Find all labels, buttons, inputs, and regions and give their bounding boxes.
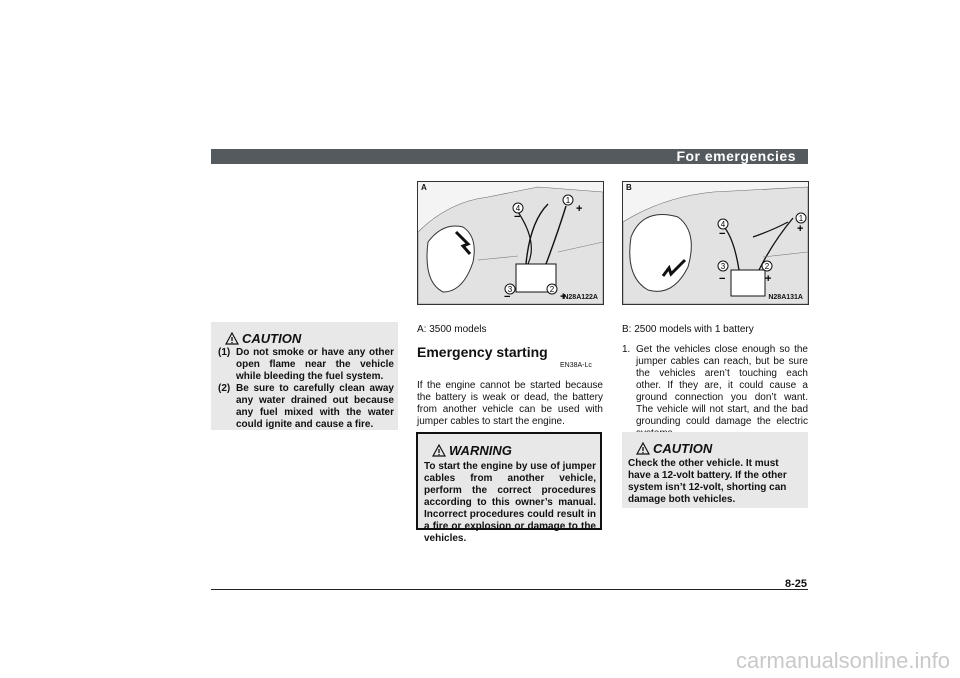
procedure-step: [622, 344, 808, 440]
figure-b-label-1: 1: [798, 214, 804, 223]
list-item-number: (1): [218, 347, 231, 358]
figure-b-caption: B: 2500 models with 1 battery: [622, 324, 754, 335]
caution-heading: [225, 330, 301, 348]
warning-heading: [432, 442, 512, 460]
list-item-text: Do not smoke or have any other open flame near the vehicle while bleeding the fuel system.: [236, 347, 394, 382]
caution-box-12-volt: [622, 432, 808, 508]
caution-list: [218, 347, 394, 431]
list-item-text: Be sure to carefully clean away any water drained out because any fuel mixed with the water could ignite and cause a fire.: [236, 383, 394, 430]
warning-triangle-icon: [432, 444, 446, 457]
watermark: carmanualsonline.info: [735, 648, 950, 673]
section-code: EN38A-Lc: [560, 362, 592, 369]
minus-sign-icon: −: [719, 228, 726, 240]
page-number: 8-25: [784, 578, 807, 590]
minus-sign-icon: −: [514, 211, 521, 223]
figure-a-label-3: 3: [507, 285, 513, 294]
list-item-number: (2): [218, 383, 231, 394]
caution-title: CAUTION: [242, 331, 302, 346]
plus-sign-icon: +: [560, 291, 567, 303]
list-item: [218, 383, 394, 431]
warning-triangle-icon: [636, 442, 650, 455]
warning-triangle-icon: [225, 332, 239, 345]
figure-a-label-4: 4: [515, 204, 521, 213]
section-header-bar: [211, 149, 808, 164]
figure-b-label-4: 4: [720, 220, 726, 229]
footer-rule: [211, 589, 808, 590]
plus-sign-icon: +: [797, 223, 804, 235]
section-title: For emergencies: [676, 148, 796, 164]
figure-a-code: N28A122A: [563, 294, 598, 301]
figure-a-letter: A: [421, 183, 427, 192]
warning-box: [416, 432, 602, 544]
engine-illustration-a: [418, 182, 603, 304]
figure-b-jumper-diagram: [622, 181, 809, 305]
minus-sign-icon: −: [719, 273, 726, 285]
section-heading: Emergency starting: [417, 344, 548, 360]
figure-b-label-2: 2: [764, 262, 770, 271]
caution-text: Check the other vehicle. It must have a 12-volt battery. If the other system isn’t 12-volt, shorting can damage both vehicles.: [628, 458, 787, 505]
plus-sign-icon: +: [576, 203, 583, 215]
caution-title: CAUTION: [653, 441, 713, 456]
step-text: Get the vehicles close enough so the jumper cables can reach, but be sure the vehicles aren’t touching each other. If they are, it could cause a ground connection you don’t want. The vehicle will not start, and the bad grounding could damage the electric: [636, 344, 808, 427]
figure-a-caption: A: 3500 models: [417, 324, 487, 335]
intro-paragraph: If the engine cannot be started because the battery is weak or dead, the battery from another vehicle can be used with jumper cables to start the engine.: [417, 380, 603, 427]
figure-b-letter: B: [626, 183, 632, 192]
engine-illustration-b: [623, 182, 808, 304]
plus-sign-icon: +: [765, 273, 772, 285]
figure-a-jumper-diagram: [417, 181, 604, 305]
list-item: [218, 347, 394, 383]
warning-text: To start the engine by use of jumper cables from another vehicle, perform the correct procedures according to this owner’s manual. Incorrect procedures could result in a fire or explosion or damage to the vehicles.: [424, 461, 596, 544]
figure-b-code: N28A131A: [768, 294, 803, 301]
figure-a-label-1: 1: [565, 196, 571, 205]
figure-b-label-3: 3: [720, 262, 726, 271]
figure-a-label-2: 2: [549, 285, 555, 294]
caution-heading: [636, 440, 712, 458]
warning-title: WARNING: [449, 443, 512, 458]
step-number: 1.: [622, 344, 631, 355]
caution-box-fuel-bleeding: [211, 322, 398, 430]
minus-sign-icon: −: [504, 291, 511, 303]
